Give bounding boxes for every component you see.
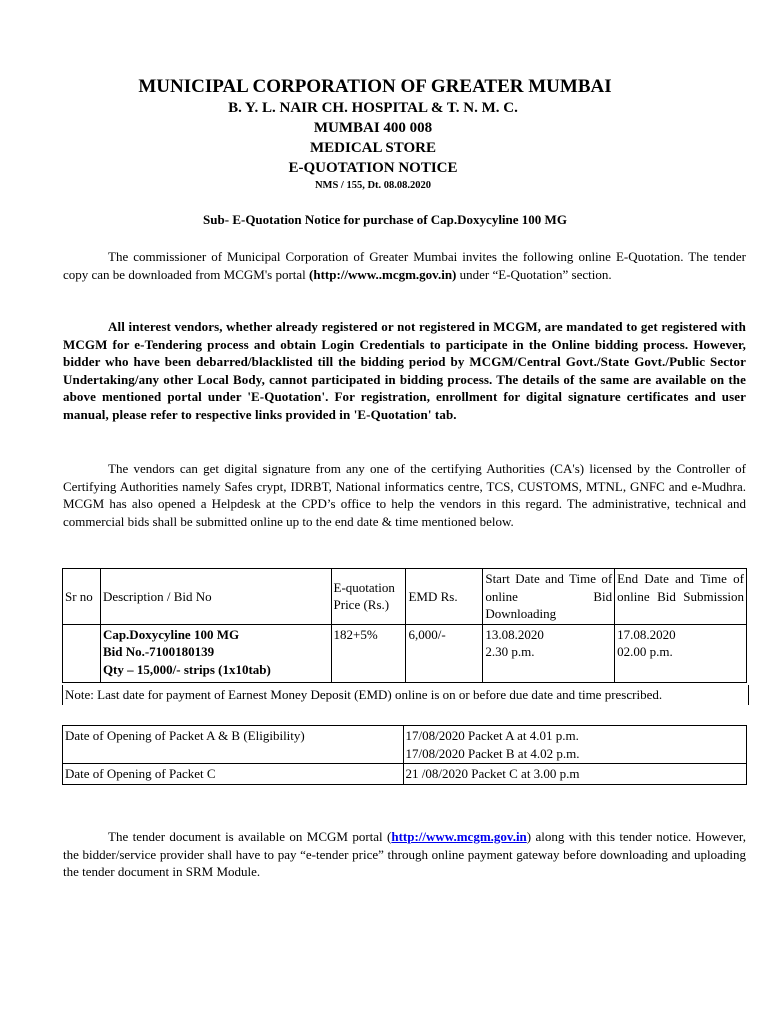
start-time: 2.30 p.m. [485, 644, 535, 659]
table-row [63, 764, 747, 785]
table-header-row [63, 569, 747, 625]
tender-text-b: ) along with this tender notice. However, the bidder/service provider shall have to pay “e-tender price” through online payment gateway before downloading and uploading the tender document in SRM Module. [63, 829, 746, 879]
intro-paragraph [63, 248, 746, 283]
emd-note: Note: Last date for payment of Earnest Money Deposit (EMD) online is on or before due date and time prescribed. [62, 685, 749, 705]
row-description [100, 624, 331, 682]
packet-ab-label: Date of Opening of Packet A & B (Eligibility) [63, 726, 404, 764]
packet-c-label: Date of Opening of Packet C [63, 764, 404, 785]
notice-title: E-QUOTATION NOTICE [288, 160, 458, 176]
header-description: Description / Bid No [100, 569, 331, 625]
registration-text: All interest vendors, whether already registered or not registered in MCGM, are mandated to get registered with MCGM for e-Tendering process and obtain Login Credentials to participate in the Online bidding process. However, bidder who have been debarred/blacklisted till the bidding period by MCGM/Central Govt./State Govt./Public Sector Undertaking/any other Local Body, cannot participated in bidding process. The details of the same are available on the above mentioned portal under 'E-Quotation'. For registration, enrollment for digital signature certificates and user manual, please refer to respective links provided in 'E-Quotation' tab. [63, 319, 746, 422]
tender-text-a: The tender document is available on MCGM portal ( [108, 829, 392, 844]
header-end-date: End Date and Time of online Bid Submission [615, 569, 747, 625]
hospital-name: B. Y. L. NAIR CH. HOSPITAL & T. N. M. C. [228, 100, 518, 116]
packet-a-date: 17/08/2020 Packet A at 4.01 p.m. [405, 728, 579, 743]
subject-line: Sub- E-Quotation Notice for purchase of Cap.Doxycyline 100 MG [203, 212, 567, 227]
portal-url-text: (http://www..mcgm.gov.in) [309, 266, 457, 282]
department-line: MEDICAL STORE [309, 140, 436, 156]
row-end [615, 624, 747, 682]
item-name: Cap.Doxycyline 100 MG [102, 626, 240, 642]
packet-c-value: 21 /08/2020 Packet C at 3.00 p.m [403, 764, 747, 785]
bid-number: Bid No.-7100180139 [102, 644, 215, 659]
quantity: Qty – 15,000/- strips (1x10tab) [102, 661, 271, 677]
intro-text-a: The commissioner of Municipal Corporation of Greater Mumbai invites the following online E-Quotation. The tender copy can be downloaded from MCGM's portal [63, 249, 746, 282]
row-sr-no [63, 624, 101, 682]
row-price: 182+5% [331, 624, 406, 682]
start-date: 13.08.2020 [485, 626, 544, 642]
header-start-date: Start Date and Time of online Bid Downloading [483, 569, 615, 625]
tender-document-paragraph [63, 828, 746, 881]
packet-b-date: 17/08/2020 Packet B at 4.02 p.m. [405, 745, 580, 761]
end-date: 17.08.2020 [617, 626, 676, 642]
end-time: 02.00 p.m. [617, 644, 673, 659]
mcgm-portal-link[interactable]: http://www.mcgm.gov.in [391, 829, 527, 844]
digital-signature-paragraph [63, 460, 746, 530]
opening-table [62, 725, 747, 785]
reference-number: NMS / 155, Dt. 08.08.2020 [314, 180, 432, 191]
digital-signature-text: The vendors can get digital signature from any one of the certifying Authorities (CA's) licensed by the Controller of Certifying Authorities namely Safes crypt, IDRBT, National informatics centre, TCS, CUSTOMS, MTNL, GNFC and e-Mudhra. MCGM has also opened a Helpdesk at the CPD’s office to help the vendors in this regard. The administrative, technical and commercial bids shall be submitted online up to the end date & time mentioned below. [63, 461, 746, 529]
packet-ab-value [403, 726, 747, 764]
intro-text-b: under “E-Quotation” section. [456, 266, 612, 282]
city-line: MUMBAI 400 008 [313, 120, 433, 136]
table-row [63, 726, 747, 764]
header-emd: EMD Rs. [406, 569, 483, 625]
row-emd: 6,000/- [406, 624, 483, 682]
org-title: MUNICIPAL CORPORATION OF GREATER MUMBAI [138, 76, 612, 97]
header-price: E-quotation Price (Rs.) [331, 569, 406, 625]
table-row [63, 624, 747, 682]
header-sr-no: Sr no [63, 569, 101, 625]
row-start [483, 624, 615, 682]
registration-paragraph [63, 318, 746, 423]
bid-table [62, 568, 747, 683]
